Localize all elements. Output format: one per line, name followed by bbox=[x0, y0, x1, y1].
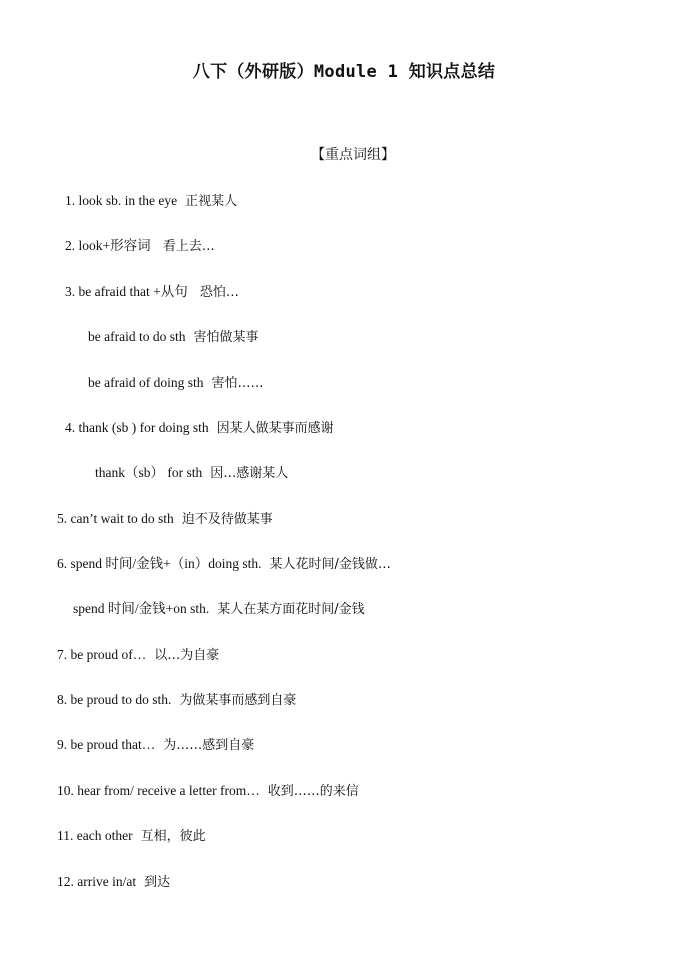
phrase-item bbox=[57, 646, 219, 665]
phrase-english: 6. spend 时间/金钱+（in）doing sth. bbox=[57, 556, 262, 571]
phrase-item bbox=[95, 464, 288, 483]
phrase-english: 7. be proud of… bbox=[57, 647, 147, 662]
phrase-item bbox=[57, 782, 359, 801]
phrase-chinese: 恐怕… bbox=[195, 285, 239, 300]
phrase-chinese: 收到……的来信 bbox=[267, 784, 359, 799]
phrase-chinese: 到达 bbox=[144, 875, 171, 890]
phrase-chinese: 看上去… bbox=[158, 239, 215, 254]
phrase-chinese: 因…感谢某人 bbox=[210, 466, 289, 481]
phrase-chinese: 害怕…… bbox=[211, 376, 264, 391]
document-title: 八下（外研版）Module 1 知识点总结 bbox=[192, 62, 496, 82]
phrase-item bbox=[65, 237, 215, 256]
phrase-item bbox=[88, 374, 263, 393]
phrase-item bbox=[57, 555, 391, 574]
phrase-chinese: 以…为自豪 bbox=[154, 648, 220, 663]
phrase-chinese: 正视某人 bbox=[185, 194, 238, 209]
phrase-english: be afraid to do sth bbox=[88, 329, 186, 344]
phrase-english: 9. be proud that… bbox=[57, 737, 156, 752]
phrase-item bbox=[57, 736, 254, 755]
phrase-english: 8. be proud to do sth. bbox=[57, 692, 172, 707]
phrase-chinese: 某人在某方面花时间/金钱 bbox=[217, 602, 365, 617]
phrase-english: 2. look+形容词 bbox=[65, 238, 151, 253]
phrase-chinese: 迫不及待做某事 bbox=[181, 512, 273, 527]
phrase-item bbox=[65, 192, 237, 211]
phrase-english: 4. thank (sb ) for doing sth bbox=[65, 420, 209, 435]
phrase-item bbox=[57, 873, 170, 892]
phrase-english: 1. look sb. in the eye bbox=[65, 193, 178, 208]
phrase-english: 3. be afraid that +从句 bbox=[65, 284, 188, 299]
phrase-item bbox=[88, 328, 259, 347]
phrase-chinese: 因某人做某事而感谢 bbox=[216, 421, 334, 436]
phrase-item bbox=[57, 827, 206, 846]
phrase-english: 11. each other bbox=[57, 828, 133, 843]
section-heading: 【重点词组】 bbox=[311, 147, 395, 163]
phrase-chinese: 某人花时间/金钱做… bbox=[269, 557, 391, 572]
phrase-item bbox=[57, 691, 296, 710]
phrase-chinese: 为做某事而感到自豪 bbox=[179, 693, 297, 708]
phrase-english: 12. arrive in/at bbox=[57, 874, 137, 889]
phrase-item bbox=[73, 600, 365, 619]
phrase-item bbox=[57, 510, 273, 529]
phrase-chinese: 互相，彼此 bbox=[140, 829, 206, 844]
phrase-english: 10. hear from/ receive a letter from… bbox=[57, 783, 260, 798]
phrase-english: be afraid of doing sth bbox=[88, 375, 204, 390]
phrase-english: 5. can’t wait to do sth bbox=[57, 511, 174, 526]
phrase-item bbox=[65, 283, 239, 302]
phrase-english: spend 时间/金钱+on sth. bbox=[73, 601, 210, 616]
phrase-english: thank（sb） for sth bbox=[95, 465, 203, 480]
phrase-chinese: 害怕做某事 bbox=[193, 330, 259, 345]
phrase-item bbox=[65, 419, 334, 438]
phrase-chinese: 为……感到自豪 bbox=[163, 738, 255, 753]
